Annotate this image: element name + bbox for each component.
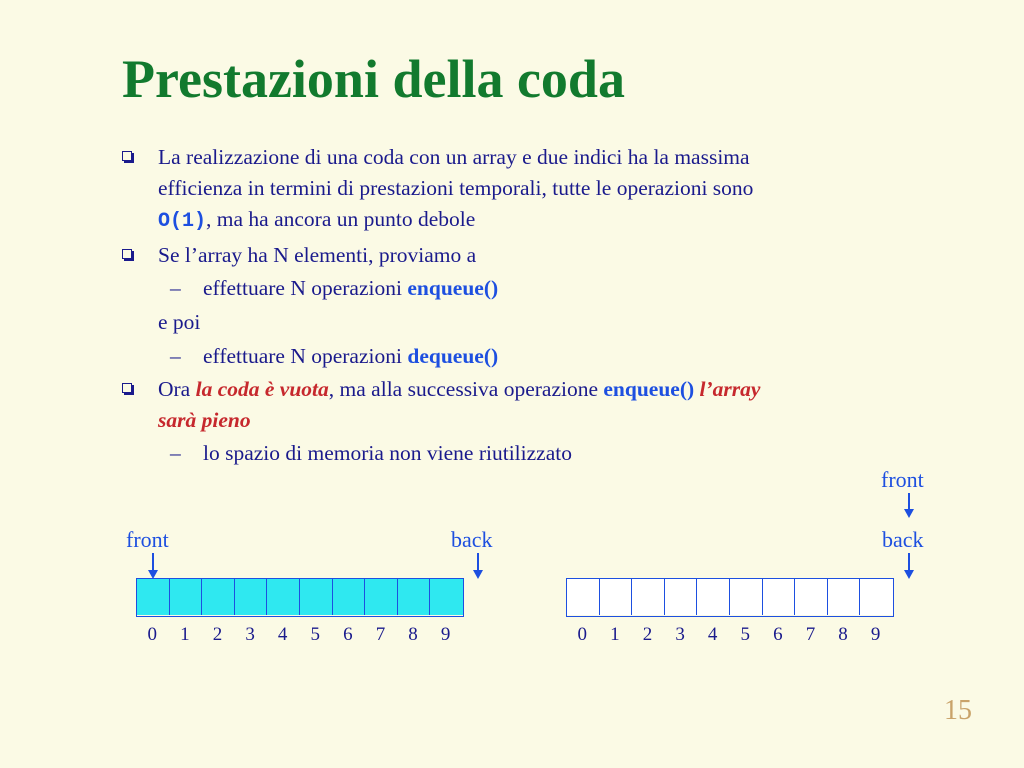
array-cell (632, 579, 665, 615)
array-index-label: 4 (707, 624, 718, 645)
emphasis-text: sarà pieno (158, 408, 251, 432)
array-cell (730, 579, 763, 615)
array-cell (665, 579, 698, 615)
dequeue-keyword: dequeue() (407, 344, 499, 368)
array-cell (202, 579, 235, 615)
array-cell (795, 579, 828, 615)
array-index-label: 3 (245, 624, 255, 645)
array-cell (567, 579, 600, 615)
emphasis-text: la coda è vuota (195, 377, 329, 401)
front-arrow-icon (908, 493, 910, 510)
array-index-label: 3 (675, 624, 685, 645)
slide-title: Prestazioni della coda (122, 49, 625, 109)
dash-bullet: – (170, 441, 181, 465)
array-index-label: 7 (805, 624, 816, 645)
full-array (136, 578, 464, 617)
array-cell (300, 579, 333, 615)
enqueue-keyword: enqueue() (407, 276, 499, 300)
array-index-label: 9 (440, 624, 451, 645)
back-arrow-icon (908, 553, 910, 571)
array-cell (137, 579, 170, 615)
array-cell (267, 579, 300, 615)
array-cell (398, 579, 431, 615)
array-index-label: 8 (408, 624, 418, 645)
array-index-label: 1 (610, 624, 620, 645)
array-index-label: 0 (147, 624, 158, 645)
array-cell (365, 579, 398, 615)
sub-bullet-text: effettuare N operazioni (203, 344, 408, 368)
bullet-text: La realizzazione di una coda con un array e due indici ha la massima (158, 145, 750, 169)
array-indices (136, 624, 462, 646)
array-cell (763, 579, 796, 615)
array-index-label: 4 (277, 624, 288, 645)
dash-bullet: – (170, 344, 181, 368)
complexity-code: O(1) (158, 210, 207, 233)
array-index-label: 6 (773, 624, 783, 645)
array-cell (828, 579, 861, 615)
bullet-text: , ma alla successiva operazione (328, 377, 604, 401)
bullet-item (120, 374, 970, 436)
array-index-label: 2 (642, 624, 653, 645)
front-arrow-icon (152, 553, 154, 571)
page-number: 15 (944, 695, 972, 726)
array-cell (170, 579, 203, 615)
array-cell (600, 579, 633, 615)
sub-bullet-text: effettuare N operazioni (203, 276, 408, 300)
empty-array (566, 578, 894, 617)
back-label: back (882, 527, 924, 552)
connector-text: e poi (158, 310, 201, 334)
sub-bullet-item (120, 339, 970, 373)
bullet-text: Ora (158, 377, 196, 401)
array-index-label: 2 (212, 624, 223, 645)
array-cell (430, 579, 463, 615)
bullet-item (120, 142, 970, 237)
sub-bullet-item (120, 436, 970, 470)
array-indices (566, 624, 892, 646)
back-label: back (451, 527, 493, 552)
array-index-label: 6 (343, 624, 353, 645)
dash-bullet: – (170, 276, 181, 300)
square-bullet-icon (122, 249, 132, 259)
sub-bullet-text: lo spazio di memoria non viene riutilizzato (203, 441, 572, 465)
array-index-label: 5 (740, 624, 751, 645)
bullet-text: , ma ha ancora un punto debole (206, 207, 476, 231)
bullet-text: Se l’array ha N elementi, proviamo a (158, 243, 477, 267)
slide-body (120, 142, 970, 470)
square-bullet-icon (122, 151, 132, 161)
array-index-label: 8 (838, 624, 848, 645)
array-index-label: 0 (577, 624, 588, 645)
array-cell (333, 579, 366, 615)
array-cell (235, 579, 268, 615)
array-index-label: 7 (375, 624, 386, 645)
back-arrow-icon (477, 553, 479, 571)
array-index-label: 9 (870, 624, 881, 645)
bullet-text: efficienza in termini di prestazioni temporali, tutte le operazioni sono (158, 176, 754, 200)
array-cell (697, 579, 730, 615)
array-index-label: 5 (310, 624, 321, 645)
sub-bullet-item (120, 271, 970, 305)
bullet-item (120, 240, 970, 271)
array-cell (860, 579, 893, 615)
array-index-label: 1 (180, 624, 190, 645)
square-bullet-icon (122, 383, 132, 393)
front-label: front (126, 527, 169, 552)
emphasis-text: l’array (694, 377, 761, 401)
enqueue-keyword: enqueue() (603, 377, 695, 401)
front-label: front (881, 467, 924, 492)
